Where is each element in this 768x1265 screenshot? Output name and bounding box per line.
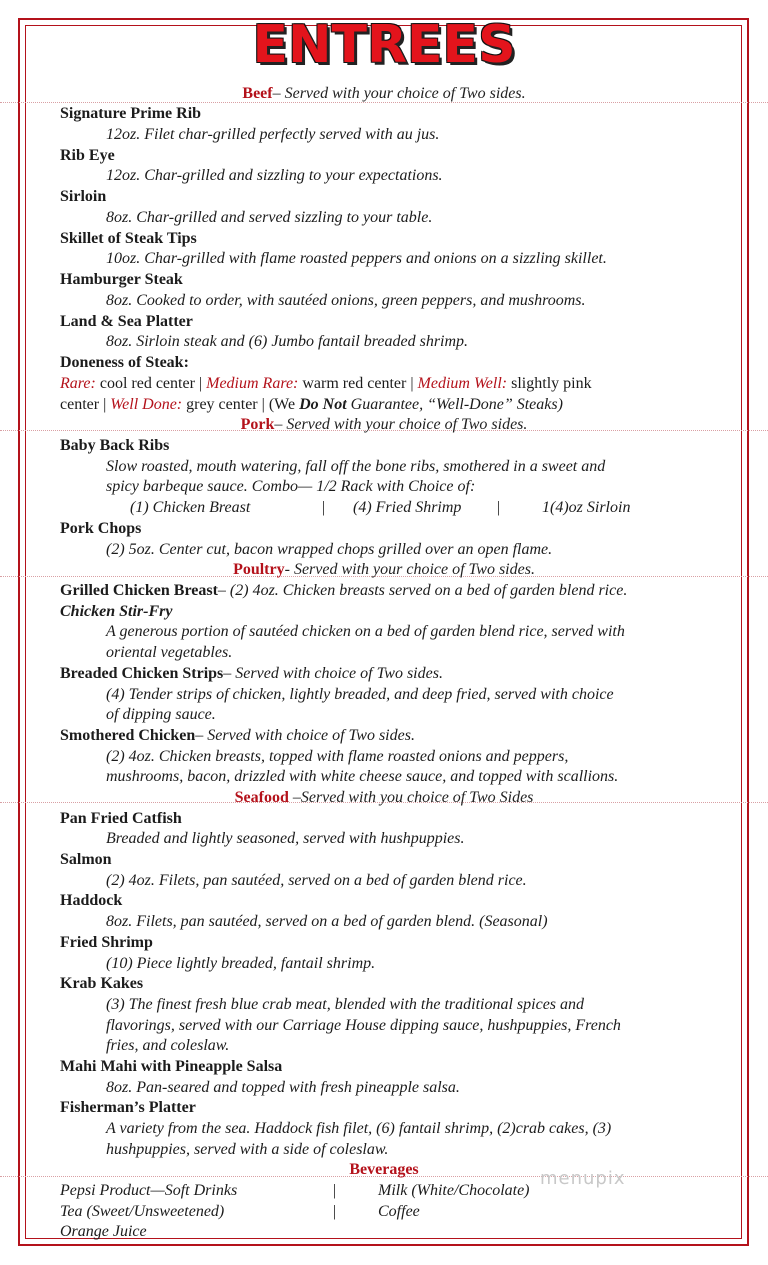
menu-item-desc: 8oz. Char-grilled and served sizzling to your table. [106,209,433,226]
doneness-line-1 [0,374,768,395]
menu-item-strips [0,664,768,685]
section-name: Beverages [349,1161,419,1178]
section-desc: - Served with your choice of Two sides. [284,561,535,578]
menu-item-desc: 12oz. Char-grilled and sizzling to your expectations. [106,167,443,184]
page-title: ENTREES [252,15,516,75]
combo-option: (4) Fried Shrimp [353,499,462,516]
section-header-beverages [0,1160,768,1181]
menu-item-name: Fried Shrimp [60,934,153,951]
menu-item-desc: fries, and coleslaw. [106,1037,230,1054]
section-header-pork [0,415,768,436]
menu-item-desc: (3) The finest fresh blue crab meat, blended with the traditional spices and [106,996,585,1013]
menu-item-name: Sirloin [60,188,107,205]
menu-item-name: Land & Sea Platter [60,313,193,330]
menu-item-desc: A generous portion of sautéed chicken on a bed of garden blend rice, served with [106,623,625,640]
menu-item-name: Salmon [60,851,112,868]
doneness-label: Medium Well: [417,375,508,392]
menu-item-grilled-chicken [0,581,768,602]
doneness-label: Rare: [60,375,96,392]
doneness-text: grey center | (We [182,396,300,413]
menu-item-name: Signature Prime Rib [60,105,202,122]
menu-item-desc: 8oz. Filets, pan sautéed, served on a bed of garden blend. (Seasonal) [106,913,548,930]
menu-item-name: Chicken Stir-Fry [60,603,173,620]
menu-item-desc: (2) 4oz. Chicken breasts, topped with flame roasted onions and peppers, [106,748,569,765]
doneness-emphasis: Do Not [299,396,347,413]
menu-item-desc: 8oz. Pan-seared and topped with fresh pineapple salsa. [106,1079,460,1096]
menu-item-desc: 12oz. Filet char-grilled perfectly served with au jus. [106,126,440,143]
menu-item-desc: 10oz. Char-grilled with flame roasted peppers and onions on a sizzling skillet. [106,250,607,267]
combo-option: (1) Chicken Breast [130,499,251,516]
section-name: Beef [242,85,273,102]
menu-item-name: Skillet of Steak Tips [60,230,197,247]
menu-item-desc: mushrooms, bacon, drizzled with white cheese sauce, and topped with scallions. [106,768,619,785]
menu-item-name: Mahi Mahi with Pineapple Salsa [60,1058,283,1075]
menu-item-note: – Served with choice of Two sides. [195,727,415,744]
doneness-text: warm red center | [298,375,418,392]
menu-item-desc: spicy barbeque sauce. Combo— 1/2 Rack with Choice of: [106,478,476,495]
menu-item-name: Krab Kakes [60,975,144,992]
combo-separator: | [322,499,326,516]
menu-item-name: Pan Fried Catfish [60,810,182,827]
menu-item-note: – (2) 4oz. Chicken breasts served on a bed of garden blend rice. [217,582,628,599]
menu-item-desc: Slow roasted, mouth watering, fall off the bone ribs, smothered in a sweet and [106,458,606,475]
beverage-separator: | [333,1182,337,1199]
menu-item-name: Baby Back Ribs [60,437,170,454]
menu-item-desc: Breaded and lightly seasoned, served with hushpuppies. [106,830,465,847]
section-name: Seafood [234,789,289,806]
section-header-poultry [0,560,768,581]
section-name: Poultry [233,561,285,578]
beverage-item: Milk (White/Chocolate) [378,1182,530,1199]
beverage-item: Coffee [378,1203,420,1220]
doneness-text: slightly pink [507,375,592,392]
menu-item-name: Hamburger Steak [60,271,183,288]
beverage-item: Pepsi Product—Soft Drinks [60,1182,238,1199]
beverage-item: Tea (Sweet/Unsweetened) [60,1203,225,1220]
menu-item-name: Smothered Chicken [60,727,196,744]
menu-item-name: Grilled Chicken Breast [60,582,218,599]
beverage-item: Orange Juice [60,1223,147,1240]
section-name: Pork [240,416,275,433]
menu-item-desc: (10) Piece lightly breaded, fantail shrimp. [106,955,376,972]
doneness-text: center | [60,396,111,413]
doneness-heading: Doneness of Steak: [60,354,189,371]
doneness-label: Medium Rare: [206,375,299,392]
menu-item-desc: (4) Tender strips of chicken, lightly breaded, and deep fried, served with choice [106,686,614,703]
section-desc: –Served with you choice of Two Sides [288,789,534,806]
combo-separator: | [497,499,501,516]
section-header-beef [0,84,768,105]
menu-item-name: Haddock [60,892,123,909]
doneness-text: cool red center | [95,375,207,392]
beverage-separator: | [333,1203,337,1220]
menu-item-desc: flavorings, served with our Carriage House dipping sauce, hushpuppies, French [106,1017,621,1034]
menu-item-stirfry [0,602,768,623]
menu-item-desc: A variety from the sea. Haddock fish filet, (6) fantail shrimp, (2)crab cakes, (3) [106,1120,612,1137]
section-header-seafood [0,788,768,809]
doneness-text: Guarantee, “Well-Done” Steaks) [346,396,563,413]
combo-option: 1(4)oz Sirloin [542,499,631,516]
doneness-label: Well Done: [110,396,183,413]
menu-item-name: Breaded Chicken Strips [60,665,224,682]
menu-item-desc: 8oz. Sirloin steak and (6) Jumbo fantail breaded shrimp. [106,333,469,350]
menu-item-note: – Served with choice of Two sides. [223,665,443,682]
section-desc: – Served with your choice of Two sides. [272,85,526,102]
watermark: menupix [540,1168,626,1189]
section-desc: – Served with your choice of Two sides. [274,416,528,433]
menu-item-desc: oriental vegetables. [106,644,233,661]
menu-item-smothered [0,726,768,747]
menu-item-desc: (2) 5oz. Center cut, bacon wrapped chops grilled over an open flame. [106,541,553,558]
menu-item-name: Pork Chops [60,520,142,537]
menu-item-desc: of dipping sauce. [106,706,216,723]
doneness-line-2 [0,395,768,416]
menu-item-name: Rib Eye [60,147,115,164]
menu-item-name: Fisherman’s Platter [60,1099,196,1116]
menu-item-desc: 8oz. Cooked to order, with sautéed onions, green peppers, and mushrooms. [106,292,586,309]
menu-item-desc: (2) 4oz. Filets, pan sautéed, served on a bed of garden blend rice. [106,872,527,889]
menu-item-desc: hushpuppies, served with a side of coleslaw. [106,1141,389,1158]
